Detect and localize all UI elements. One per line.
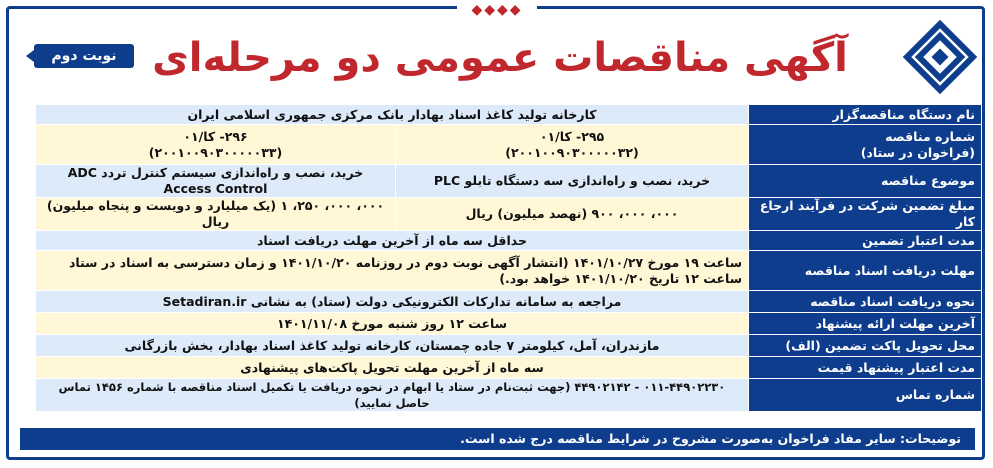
tender-number-a-setad: (۲۰۰۱۰۰۹۰۳۰۰۰۰۰۳۲): [505, 144, 639, 160]
table-row: [36, 291, 982, 313]
row-label: نام دستگاه مناقصه‌گزار: [749, 105, 982, 125]
row-value: ساعت ۱۹ مورخ ۱۴۰۱/۱۰/۲۷ (انتشار آگهی نوبت دوم در روزنامه ۱۴۰۱/۱۰/۲۰ و زمان دسترسی به اسناد در ستاد ساعت ۱۲ تاریخ ۱۴۰۱/۱۰/۲۰ خواهد بود.): [36, 251, 749, 291]
row-label: مهلت دریافت اسناد مناقصه: [749, 251, 982, 291]
table-row: [36, 379, 982, 412]
row-label: [749, 125, 982, 165]
row-label: محل تحویل پاکت تضمین (الف): [749, 335, 982, 357]
table-row: [36, 198, 982, 231]
row-value: مازندران، آمل، کیلومتر ۷ جاده چمستان، کارخانه تولید کاغذ اسناد بهادار، بخش بازرگانی: [36, 335, 749, 357]
tender-table: [35, 104, 982, 412]
row-value: ساعت ۱۲ روز شنبه مورخ ۱۴۰۱/۱۱/۰۸: [36, 313, 749, 335]
row-label: موضوع مناقصه: [749, 165, 982, 198]
table-row: [36, 231, 982, 251]
guarantee-b: ۰۰۰، ۰۰۰، ۲۵۰، ۱ (یک میلیارد و دویست و پنجاه میلیون) ریال: [36, 198, 396, 231]
subject-a: خرید، نصب و راه‌اندازی سه دستگاه تابلو PLC: [396, 165, 749, 198]
tender-number-b-code: ۲۹۶- کا/۰۱: [183, 128, 248, 144]
round-badge: نوبت دوم: [34, 44, 134, 68]
ad-title: آگهی مناقصات عمومی دو مرحله‌ای: [152, 35, 848, 81]
table-row: [36, 125, 982, 165]
tender-number-b-setad: (۲۰۰۱۰۰۹۰۳۰۰۰۰۰۳۳): [148, 144, 283, 160]
row-value: ۰۱۱-۴۴۹۰۲۲۳۰ - ۴۴۹۰۲۱۴۲ (جهت ثبت‌نام در ستاد یا ابهام در نحوه دریافت یا تکمیل اسناد مناقصه با شماره ۱۴۵۶ تماس حاصل نمایید): [36, 379, 749, 412]
row-value: مراجعه به سامانه تدارکات الکترونیکی دولت (ستاد) به نشانی Setadiran.ir: [36, 291, 749, 313]
table-row: [36, 357, 982, 379]
row-label: مدت اعتبار تضمین: [749, 231, 982, 251]
subject-b: خرید، نصب و راه‌اندازی سیستم کنترل تردد ADC Access Control: [36, 165, 396, 198]
row-label: آخرین مهلت ارائه پیشنهاد: [749, 313, 982, 335]
tender-number-label: شماره مناقصه: [885, 128, 975, 144]
row-label: مبلغ تضمین شرکت در فرآیند ارجاع کار: [749, 198, 982, 231]
tender-number-a: [396, 125, 749, 165]
table-row: [36, 165, 982, 198]
row-value: سه ماه از آخرین مهلت تحویل پاکت‌های پیشنهادی: [36, 357, 749, 379]
table-row: [36, 335, 982, 357]
tender-number-a-code: ۲۹۵- کا/۰۱: [539, 128, 605, 144]
tender-number-b: [36, 125, 396, 165]
row-label: مدت اعتبار پیشنهاد قیمت: [749, 357, 982, 379]
bank-logo-icon: [901, 18, 979, 96]
guarantee-a: ۰۰۰، ۰۰۰، ۹۰۰ (نهصد میلیون) ریال: [396, 198, 749, 231]
top-ornament: ◆◆◆◆: [457, 0, 537, 20]
table-row: [36, 105, 982, 125]
row-label: شماره تماس: [749, 379, 982, 412]
row-value: کارخانه تولید کاغذ اسناد بهادار بانک مرکزی جمهوری اسلامی ایران: [36, 105, 749, 125]
row-value: حداقل سه ماه از آخرین مهلت دریافت اسناد: [36, 231, 749, 251]
footer-note: توضیحات: سایر مفاد فراخوان به‌صورت مشروح در شرایط مناقصه درج شده است.: [20, 428, 975, 450]
table-row: [36, 313, 982, 335]
row-label: نحوه دریافت اسناد مناقصه: [749, 291, 982, 313]
table-row: [36, 251, 982, 291]
tender-number-sublabel: (فراخوان در ستاد): [860, 144, 975, 160]
